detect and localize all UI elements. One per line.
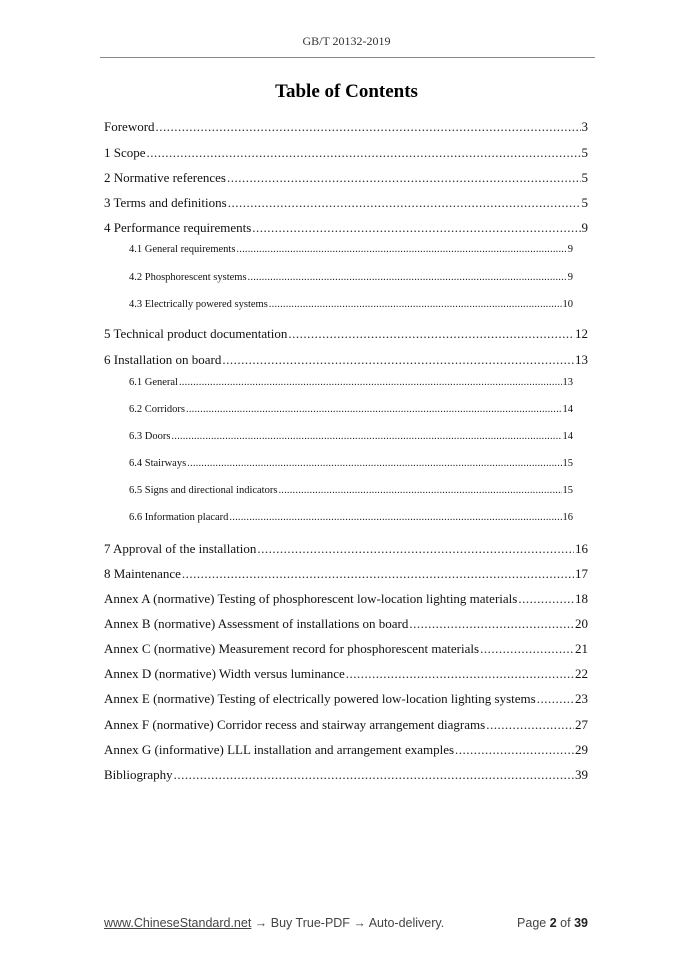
toc-entry-title: 6 Installation on board xyxy=(104,352,222,367)
toc-entry-page: 14 xyxy=(562,431,573,442)
toc-entry-page: 3 xyxy=(581,119,588,134)
toc-entry[interactable] xyxy=(104,616,588,632)
toc-entry-title: 5 Technical product documentation xyxy=(104,326,288,341)
toc-dot-leader xyxy=(222,352,574,368)
toc-dot-leader xyxy=(182,566,574,582)
toc-entry[interactable] xyxy=(129,484,573,498)
toc-entry-title: 2 Normative references xyxy=(104,170,226,185)
toc-entry[interactable] xyxy=(104,119,588,135)
toc-dot-leader xyxy=(186,403,562,417)
toc-entry-title: 1 Scope xyxy=(104,145,146,160)
footer-promo xyxy=(104,916,444,930)
toc-entry[interactable] xyxy=(129,511,573,525)
toc-entry-title: 6.6 Information placard xyxy=(129,512,229,523)
toc-dot-leader xyxy=(257,541,574,557)
toc-entry-page: 16 xyxy=(562,512,573,523)
toc-entry-title: Foreword xyxy=(104,119,155,134)
toc-dot-leader xyxy=(252,220,580,236)
page-title: Table of Contents xyxy=(275,81,418,102)
toc-dot-leader xyxy=(147,145,581,161)
toc-entry-page: 22 xyxy=(575,666,588,681)
toc-entry-page: 12 xyxy=(575,326,588,341)
toc-entry-title: 7 Approval of the installation xyxy=(104,541,257,556)
toc-dot-leader xyxy=(228,195,581,211)
toc-dot-leader xyxy=(278,484,561,498)
toc-entry[interactable] xyxy=(129,243,573,257)
toc-entry-title: 6.5 Signs and directional indicators xyxy=(129,485,278,496)
toc-entry-page: 23 xyxy=(575,691,588,706)
toc-entry-page: 13 xyxy=(562,377,573,388)
toc-dot-leader xyxy=(236,243,566,257)
toc-entry-title: Annex D (normative) Width versus luminance xyxy=(104,666,345,681)
toc-entry-page: 5 xyxy=(581,145,588,160)
toc-entry-page: 15 xyxy=(562,458,573,469)
toc-dot-leader xyxy=(227,170,581,186)
toc-dot-leader xyxy=(187,457,561,471)
toc-dot-leader xyxy=(486,717,574,733)
toc-entry-title: Annex A (normative) Testing of phosphorescent low-location lighting materials xyxy=(104,591,518,606)
toc-entry-page: 14 xyxy=(562,404,573,415)
toc-entry[interactable] xyxy=(129,403,573,417)
toc-dot-leader xyxy=(518,591,574,607)
toc-dot-leader xyxy=(179,376,562,390)
document-code-header: GB/T 20132-2019 xyxy=(302,34,391,48)
toc-dot-leader xyxy=(409,616,574,632)
toc-entry[interactable] xyxy=(129,376,573,390)
toc-entry[interactable] xyxy=(104,352,588,368)
toc-entry-page: 17 xyxy=(575,566,588,581)
toc-entry-title: Bibliography xyxy=(104,767,173,782)
toc-dot-leader xyxy=(480,641,574,657)
header-divider xyxy=(100,57,595,58)
toc-entry[interactable] xyxy=(104,717,588,733)
toc-dot-leader xyxy=(174,767,574,783)
toc-dot-leader xyxy=(229,511,561,525)
page-current: 2 xyxy=(549,916,557,930)
toc-entry-page: 5 xyxy=(581,170,588,185)
toc-entry-title: 4.1 General requirements xyxy=(129,244,236,255)
toc-entry[interactable] xyxy=(104,195,588,211)
toc-entry[interactable] xyxy=(104,591,588,607)
toc-dot-leader xyxy=(455,742,574,758)
toc-entry-title: 6.2 Corridors xyxy=(129,404,185,415)
toc-entry-title: 6.1 General xyxy=(129,377,178,388)
toc-entry[interactable] xyxy=(104,641,588,657)
toc-entry[interactable] xyxy=(104,170,588,186)
toc-entry-page: 29 xyxy=(575,742,588,757)
page-label: Page xyxy=(517,916,547,930)
page-indicator xyxy=(517,916,588,930)
page-total: 39 xyxy=(574,916,588,930)
toc-entry-page: 9 xyxy=(581,220,588,235)
toc-entry-page: 10 xyxy=(562,299,573,310)
toc-dot-leader xyxy=(288,326,574,342)
toc-entry-title: Annex F (normative) Corridor recess and stairway arrangement diagrams xyxy=(104,717,486,732)
toc-entry-page: 16 xyxy=(575,541,588,556)
toc-entry[interactable] xyxy=(104,666,588,682)
toc-entry-page: 9 xyxy=(567,272,573,283)
toc-entry-title: 4.3 Electrically powered systems xyxy=(129,299,268,310)
toc-dot-leader xyxy=(248,271,567,285)
toc-entry-title: 6.4 Stairways xyxy=(129,458,187,469)
toc-dot-leader xyxy=(156,119,581,135)
toc-entry-page: 18 xyxy=(575,591,588,606)
page-footer xyxy=(104,916,588,930)
toc-entry-page: 21 xyxy=(575,641,588,656)
toc-entry-title: Annex C (normative) Measurement record for phosphorescent materials xyxy=(104,641,480,656)
toc-dot-leader xyxy=(269,298,562,312)
toc-dot-leader xyxy=(171,430,561,444)
toc-entry-title: Annex E (normative) Testing of electrically powered low-location lighting systems xyxy=(104,691,536,706)
footer-site-link[interactable]: www.ChineseStandard.net xyxy=(104,916,252,930)
toc-entry[interactable] xyxy=(104,767,588,783)
toc-entry[interactable] xyxy=(104,691,588,707)
toc-dot-leader xyxy=(346,666,574,682)
toc-entry-page: 5 xyxy=(581,195,588,210)
toc-entry[interactable] xyxy=(104,566,588,582)
toc-entry[interactable] xyxy=(104,742,588,758)
toc-entry-title: Annex G (informative) LLL installation and arrangement examples xyxy=(104,742,455,757)
toc-entry[interactable] xyxy=(104,541,588,557)
toc-entry[interactable] xyxy=(104,326,588,342)
toc-entry-page: 20 xyxy=(575,616,588,631)
toc-dot-leader xyxy=(537,691,574,707)
toc-entry[interactable] xyxy=(129,298,573,312)
toc-entry-title: 4.2 Phosphorescent systems xyxy=(129,272,247,283)
toc-entry-page: 15 xyxy=(562,485,573,496)
page-of: of xyxy=(560,916,571,930)
toc-entry-title: 8 Maintenance xyxy=(104,566,181,581)
toc-entry-title: 4 Performance requirements xyxy=(104,220,252,235)
toc-entry-page: 27 xyxy=(575,717,588,732)
toc-entry[interactable] xyxy=(129,430,573,444)
toc-entry-title: 6.3 Doors xyxy=(129,431,171,442)
toc-entry-title: Annex B (normative) Assessment of installations on board xyxy=(104,616,409,631)
toc-entry-page: 13 xyxy=(575,352,588,367)
toc-entry[interactable] xyxy=(129,457,573,471)
footer-promo-text: → Buy True-PDF → Auto-delivery. xyxy=(251,916,445,930)
toc-entry-page: 9 xyxy=(567,244,573,255)
toc-entry-title: 3 Terms and definitions xyxy=(104,195,227,210)
toc-entry[interactable] xyxy=(104,145,588,161)
toc-entry[interactable] xyxy=(104,220,588,236)
toc-entry-page: 39 xyxy=(575,767,588,782)
toc-entry[interactable] xyxy=(129,271,573,285)
